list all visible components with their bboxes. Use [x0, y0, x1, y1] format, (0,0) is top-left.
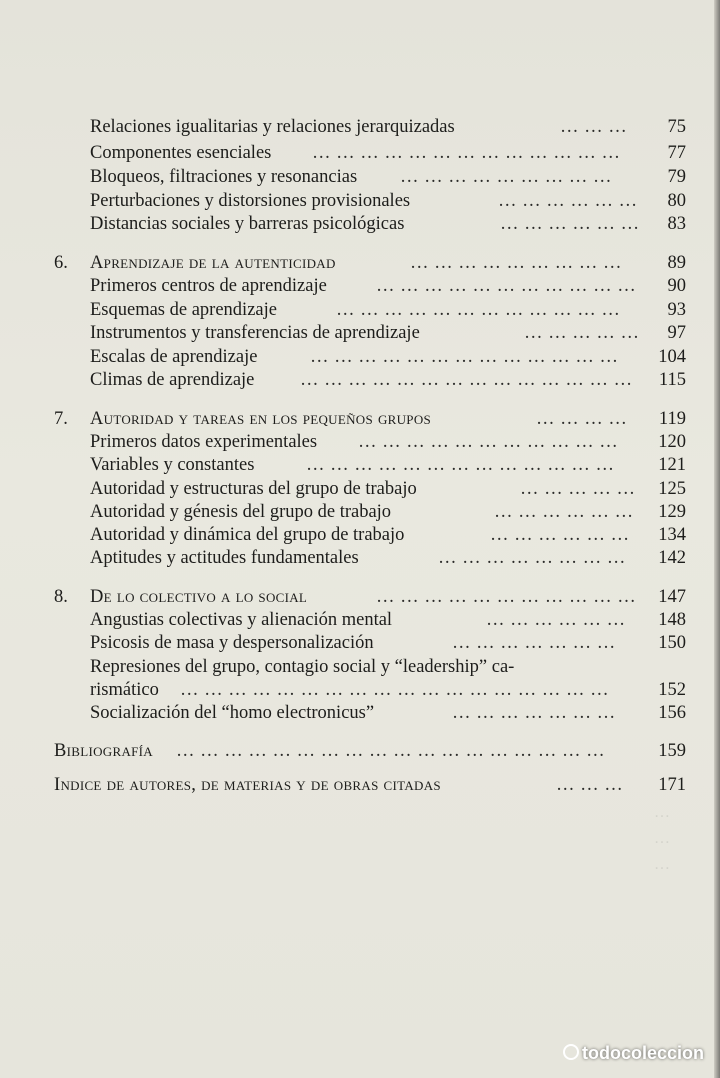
toc-entry	[0, 320, 718, 346]
leader-dots: … … … … … … …	[452, 633, 616, 653]
leader-dots: … … …	[560, 117, 628, 137]
leader-dots: … … … … … …	[490, 525, 630, 545]
toc-entry	[0, 700, 718, 726]
toc-entry	[0, 164, 718, 190]
leader-dots: … … … … … … … … … … … … …	[312, 143, 621, 163]
entry-title: Relaciones igualitarias y relaciones jerarquizadas	[90, 117, 455, 137]
chapter-number: 8.	[54, 587, 68, 607]
leader-dots: … … … … … …	[500, 214, 640, 234]
leader-dots: … … … … … … … … … … … … … …	[300, 370, 633, 390]
entry-title: Angustias colectivas y alienación mental	[90, 610, 393, 630]
toc-entry	[0, 367, 718, 393]
leader-dots: … … … … … … … … … … … … …	[306, 455, 615, 475]
leader-dots: … … … … … … … … … … …	[376, 276, 637, 296]
chapter-number: 6.	[54, 253, 68, 273]
leader-dots: … … … … …	[520, 479, 636, 499]
page-number: 152	[658, 680, 686, 700]
entry-title: Escalas de aprendizaje	[90, 347, 258, 367]
chapter-title: Aprendizaje de la autenticidad	[90, 253, 336, 273]
page-number: 147	[658, 587, 686, 607]
chapter-title: Autoridad y tareas en los pequeños grupos	[90, 409, 432, 429]
page-number: 104	[658, 347, 686, 367]
entry-title: Climas de aprendizaje	[90, 370, 255, 390]
leader-dots: … … … … … … … … … … … … … … … … … …	[180, 680, 610, 700]
entry-title: Distancias sociales y barreras psicológicas	[90, 214, 405, 234]
leader-dots: … … … … … … … … … … …	[358, 432, 619, 452]
toc-entry	[0, 630, 718, 656]
entry-title: Bloqueos, filtraciones y resonancias	[90, 167, 358, 187]
page-number: 150	[658, 633, 686, 653]
entry-title: Socialización del “homo electronicus”	[90, 703, 375, 723]
page-number: 120	[658, 432, 686, 452]
leader-dots: … … … … … … … … … … … … … … … … … …	[176, 741, 606, 761]
entry-title: Autoridad y estructuras del grupo de trabajo	[90, 479, 417, 499]
toc-entry	[0, 114, 718, 140]
leader-dots: … … … … … …	[494, 502, 634, 522]
leader-dots: … … … … … … … … …	[400, 167, 612, 187]
page-number: 80	[667, 191, 686, 211]
watermark-icon	[563, 1044, 579, 1060]
toc-backmatter-entry	[0, 738, 718, 764]
leader-dots: … … …	[556, 775, 624, 795]
page-edge	[714, 0, 720, 1078]
entry-title: Instrumentos y transferencias de aprendizaje	[90, 323, 420, 343]
leader-dots: … … … … … … … … … … …	[376, 587, 637, 607]
toc-entry	[0, 140, 718, 166]
leader-dots: … … … … … … … …	[438, 548, 626, 568]
entry-title: Aptitudes y actitudes fundamentales	[90, 548, 359, 568]
leader-dots: … … … … … … … … …	[410, 253, 622, 273]
page-number: 148	[658, 610, 686, 630]
page-number: 75	[667, 117, 686, 137]
chapter-title: De lo colectivo a lo social	[90, 587, 308, 607]
entry-title: Esquemas de aprendizaje	[90, 300, 277, 320]
entry-title: rismático	[90, 680, 159, 700]
page-number: 77	[667, 143, 686, 163]
entry-title: Primeros centros de aprendizaje	[90, 276, 327, 296]
page-number: 83	[667, 214, 686, 234]
page-number: 119	[658, 409, 686, 429]
entry-title: Primeros datos experimentales	[90, 432, 318, 452]
page-number: 89	[667, 253, 686, 273]
page-number: 171	[658, 775, 686, 795]
toc-entry	[0, 545, 718, 571]
page-number: 93	[667, 300, 686, 320]
leader-dots: … … … … … … …	[452, 703, 616, 723]
chapter-number: 7.	[54, 409, 68, 429]
entry-title: Variables y constantes	[90, 455, 255, 475]
backmatter-title: Bibliografía	[54, 741, 153, 761]
toc-entry	[0, 273, 718, 299]
backmatter-title: Indice de autores, de materias y de obras citadas	[54, 775, 441, 795]
leader-dots: … … … … … …	[486, 610, 626, 630]
page-number: 156	[658, 703, 686, 723]
page-number: 97	[667, 323, 686, 343]
page-number: 129	[658, 502, 686, 522]
page-number: 121	[658, 455, 686, 475]
toc-entry	[0, 211, 718, 237]
leader-dots: … … … … …	[524, 323, 640, 343]
entry-title: Perturbaciones y distorsiones provisionales	[90, 191, 411, 211]
leader-dots: … … … …	[536, 409, 628, 429]
page-number: 90	[667, 276, 686, 296]
entry-title: Componentes esenciales	[90, 143, 272, 163]
toc-entry	[0, 452, 718, 478]
page-number: 125	[658, 479, 686, 499]
leader-dots: … … … … … … … … … … … … …	[310, 347, 619, 367]
toc-backmatter-entry	[0, 772, 718, 798]
watermark-logo	[563, 1043, 704, 1064]
leader-dots: … … … … … … … … … … … …	[336, 300, 621, 320]
page-number: 134	[658, 525, 686, 545]
watermark-text: todocoleccion	[581, 1043, 704, 1063]
entry-title: Autoridad y dinámica del grupo de trabajo	[90, 525, 405, 545]
page-number: 79	[667, 167, 686, 187]
entry-title: Autoridad y génesis del grupo de trabajo	[90, 502, 392, 522]
page-number: 142	[658, 548, 686, 568]
show-through-text: … … …	[654, 804, 670, 873]
page-number: 159	[658, 741, 686, 761]
entry-title: Represiones del grupo, contagio social y “leadership” ca-	[90, 657, 515, 677]
leader-dots: … … … … … …	[498, 191, 638, 211]
entry-title: Psicosis de masa y despersonalización	[90, 633, 374, 653]
page-number: 115	[658, 370, 686, 390]
